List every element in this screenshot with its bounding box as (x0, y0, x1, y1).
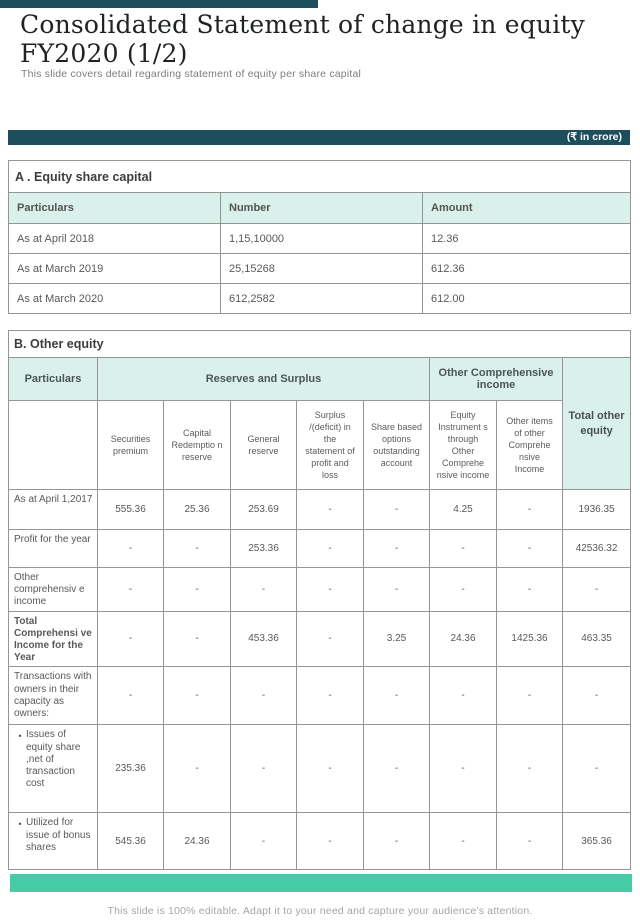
sub-header-other-items-oci: Other items of other Comprehe nsive Income (497, 401, 563, 490)
cell-value: - (563, 568, 631, 612)
table-a-title-row (9, 161, 631, 193)
cell-value: - (497, 490, 563, 530)
footer-note: This slide is 100% editable. Adapt it to your need and capture your audience’s attention. (107, 905, 533, 917)
cell-value: 453.36 (231, 611, 297, 667)
cell-value: - (98, 568, 164, 612)
column-header-amount: Amount (423, 193, 631, 224)
cell-value: 24.36 (430, 611, 497, 667)
cell-value: 42536.32 (563, 530, 631, 568)
cell-value: 1936.35 (563, 490, 631, 530)
cell-value: - (231, 813, 297, 870)
row-label: Transactions with owners in their capacity as owners: (9, 667, 98, 725)
cell-value: 463.35 (563, 611, 631, 667)
table-row (9, 725, 631, 813)
bottom-accent-bar (10, 874, 632, 892)
cell-value: - (231, 725, 297, 813)
cell-amount: 12.36 (423, 224, 631, 254)
sub-header-surplus-deficit: Surplus /(deficit) in the statement of profit and loss (297, 401, 364, 490)
slide-subtitle: This slide covers detail regarding statement of equity per share capital (21, 68, 362, 80)
cell-value: 24.36 (164, 813, 231, 870)
cell-number: 25,15268 (221, 254, 423, 284)
cell-value: - (164, 667, 231, 725)
cell-value: - (164, 725, 231, 813)
cell-value: - (297, 725, 364, 813)
cell-value: - (430, 813, 497, 870)
table-row (9, 490, 631, 530)
cell-value: - (430, 725, 497, 813)
column-header-number: Number (221, 193, 423, 224)
table-row (9, 224, 631, 254)
sub-header-securities-premium: Securities premium (98, 401, 164, 490)
sub-header-share-based-options: Share based options outstanding account (364, 401, 430, 490)
cell-value: - (430, 530, 497, 568)
cell-value: 555.36 (98, 490, 164, 530)
table-a-title: A . Equity share capital (9, 161, 631, 193)
table-row (9, 568, 631, 612)
group-header-particulars: Particulars (9, 358, 98, 401)
cell-value: - (164, 530, 231, 568)
cell-value: 365.36 (563, 813, 631, 870)
row-label: Profit for the year (9, 530, 98, 568)
cell-amount: 612.00 (423, 284, 631, 314)
row-label: As at April 1,2017 (9, 490, 98, 530)
cell-value: 3.25 (364, 611, 430, 667)
cell-value: - (364, 813, 430, 870)
cell-value: 545.36 (98, 813, 164, 870)
cell-particulars: As at March 2020 (9, 284, 221, 314)
table-row (9, 254, 631, 284)
group-header-other-comprehensive-income: Other Comprehensive income (430, 358, 563, 401)
column-header-particulars: Particulars (9, 193, 221, 224)
table-b-sub-header-row (9, 401, 631, 490)
cell-value: - (364, 568, 430, 612)
cell-value: - (364, 667, 430, 725)
cell-value: - (297, 568, 364, 612)
cell-value: - (497, 813, 563, 870)
cell-value: - (364, 490, 430, 530)
cell-amount: 612.36 (423, 254, 631, 284)
cell-value: 235.36 (98, 725, 164, 813)
currency-banner (8, 130, 630, 145)
cell-value: - (231, 667, 297, 725)
row-label: Other comprehensiv e income (9, 568, 98, 612)
group-header-reserves-and-surplus: Reserves and Surplus (98, 358, 430, 401)
equity-share-capital-table (8, 160, 631, 314)
table-row (9, 530, 631, 568)
cell-value: - (497, 725, 563, 813)
cell-particulars: As at April 2018 (9, 224, 221, 254)
cell-value: - (563, 725, 631, 813)
table-row (9, 611, 631, 667)
cell-particulars: As at March 2019 (9, 254, 221, 284)
cell-value: - (231, 568, 297, 612)
sub-header-empty (9, 401, 98, 490)
cell-number: 612,2582 (221, 284, 423, 314)
table-row (9, 813, 631, 870)
row-label: Total Comprehensi ve Income for the Year (9, 611, 98, 667)
cell-value: 25.36 (164, 490, 231, 530)
cell-value: - (297, 813, 364, 870)
cell-value: 253.36 (231, 530, 297, 568)
top-accent-bar (0, 0, 318, 8)
table-row (9, 667, 631, 725)
cell-value: - (497, 530, 563, 568)
bullet-icon: • (18, 819, 22, 830)
cell-value: - (497, 667, 563, 725)
bullet-icon: • (18, 731, 22, 742)
cell-value: - (364, 725, 430, 813)
sub-header-capital-redemption-reserve: Capital Redemptio n reserve (164, 401, 231, 490)
cell-value: - (164, 568, 231, 612)
row-label: • Utilized for issue of bonus shares (9, 813, 98, 870)
cell-value: - (430, 568, 497, 612)
table-b-title: B. Other equity (9, 331, 631, 358)
cell-value: - (297, 611, 364, 667)
cell-value: 253.69 (231, 490, 297, 530)
table-row (9, 284, 631, 314)
cell-value: - (364, 530, 430, 568)
cell-value: - (98, 530, 164, 568)
cell-value: - (297, 667, 364, 725)
table-a-header-row (9, 193, 631, 224)
cell-value: 1425.36 (497, 611, 563, 667)
slide-title: Consolidated Statement of change in equity FY2020 (1/2) (20, 10, 585, 68)
cell-value: - (98, 667, 164, 725)
cell-value: - (563, 667, 631, 725)
currency-note: (₹ in crore) (566, 131, 622, 143)
cell-value: - (297, 530, 364, 568)
cell-value: - (164, 611, 231, 667)
table-b-group-header-row (9, 358, 631, 401)
cell-value: - (297, 490, 364, 530)
cell-value: - (98, 611, 164, 667)
cell-value: 4.25 (430, 490, 497, 530)
cell-value: - (497, 568, 563, 612)
row-label: • Issues of equity share ,net of transaction cost (9, 725, 98, 813)
cell-number: 1,15,10000 (221, 224, 423, 254)
sub-header-general-reserve: General reserve (231, 401, 297, 490)
cell-value: - (430, 667, 497, 725)
group-header-total-other-equity: Total other equity (563, 358, 631, 490)
sub-header-equity-instruments-oci: Equity Instrument s through Other Comprehe nsive income (430, 401, 497, 490)
table-b-title-row (9, 331, 631, 358)
other-equity-table (8, 330, 631, 870)
